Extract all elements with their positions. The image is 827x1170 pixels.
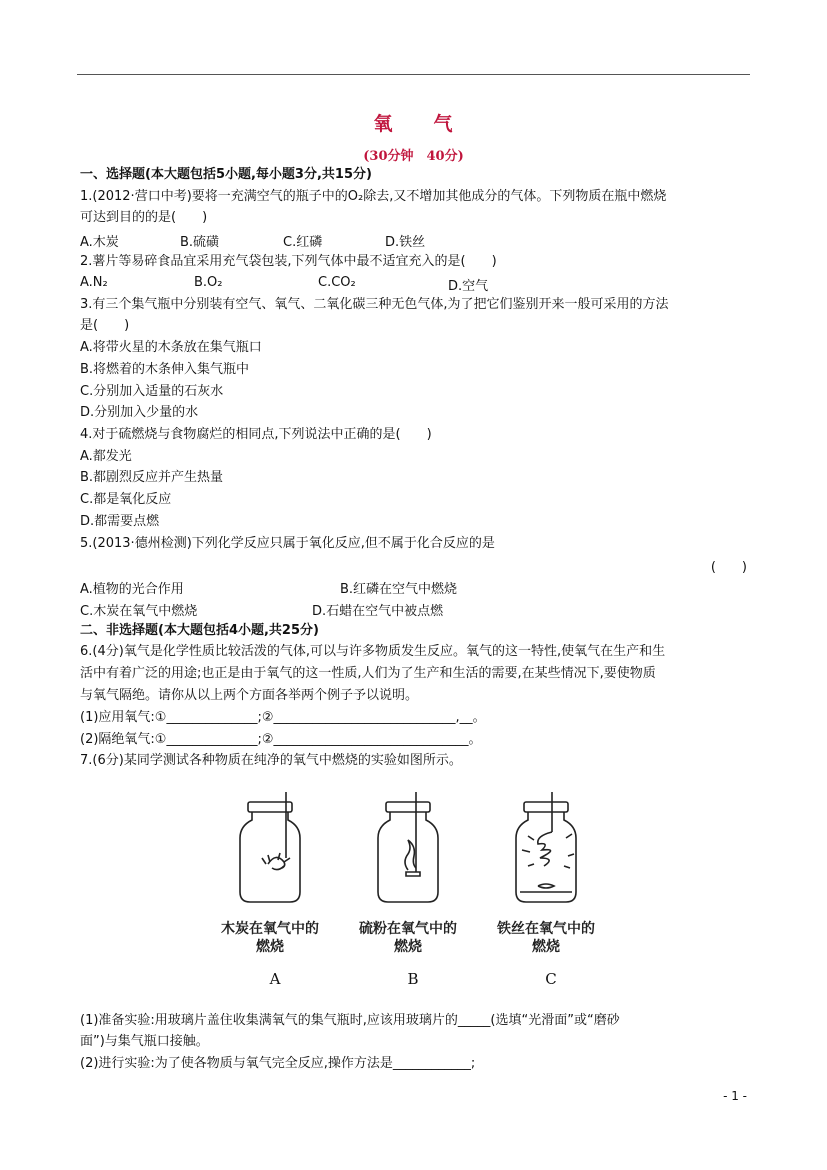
figure-c-caption: 铁丝在氧气中的燃烧 xyxy=(497,921,595,955)
q6-answer-line2: (2)隔绝氧气:①______________;②______________________________。 xyxy=(80,732,482,747)
q4-text-line1: 4.对于硫燃烧与食物腐烂的相同点,下列说法中正确的是( ) xyxy=(80,427,432,442)
figure-a-label: A xyxy=(269,970,281,988)
q2-option-b: B.O₂ xyxy=(194,275,223,290)
q1-option-a: A.木炭 xyxy=(80,235,119,250)
q6-text-line3: 与氧气隔绝。请你从以上两个方面各举两个例子予以说明。 xyxy=(80,688,419,703)
q2-text-line1: 2.薯片等易碎食品宜采用充气袋包装,下列气体中最不适宜充入的是( ) xyxy=(80,254,497,269)
q5-text-line1: 5.(2013·德州检测)下列化学反应只属于氧化反应,但不属于化合反应的是 xyxy=(80,536,495,551)
q5-option-b: B.红磷在空气中燃烧 xyxy=(340,582,458,597)
page-title: 氧 气 xyxy=(373,113,454,135)
jar-c-icon xyxy=(516,792,576,902)
q1-option-c: C.红磷 xyxy=(283,235,323,250)
q1-text-line2: 可达到目的的是( ) xyxy=(80,210,208,225)
q6-text-line1: 6.(4分)氧气是化学性质比较活泼的气体,可以与许多物质发生反应。氧气的这一特性,使氧气在生产和生 xyxy=(80,644,666,659)
q7-text-line4: (2)进行实验:为了使各物质与氧气完全反应,操作方法是____________; xyxy=(80,1056,476,1071)
q7-text-line3: 面”)与集气瓶口接触。 xyxy=(80,1034,209,1049)
figure-b-label: B xyxy=(407,970,419,988)
q4-option-c: C.都是氧化反应 xyxy=(80,492,172,507)
q2-option-c: C.CO₂ xyxy=(318,275,356,290)
q5-option-a: A.植物的光合作用 xyxy=(80,582,184,597)
jar-a-icon xyxy=(240,792,300,902)
page-number: - 1 - xyxy=(723,1089,747,1103)
page-subtitle: (30分钟 40分) xyxy=(363,149,464,164)
q6-text-line2: 活中有着广泛的用途;也正是由于氧气的这一性质,人们为了生产和生活的需要,在某些情况下,要使物质 xyxy=(80,666,656,681)
q3-option-b: B.将燃着的木条伸入集气瓶中 xyxy=(80,362,250,377)
experiment-figure xyxy=(221,792,610,992)
jar-b-icon xyxy=(378,792,438,902)
q3-text-line1: 3.有三个集气瓶中分别装有空气、氧气、二氧化碳三种无色气体,为了把它们鉴别开来一般可采用的方法 xyxy=(80,297,669,312)
header-rule xyxy=(77,74,750,75)
q7-text-line2: (1)准备实验:用玻璃片盖住收集满氧气的集气瓶时,应该用玻璃片的_____(选填“光滑面”或“磨砂 xyxy=(80,1013,620,1028)
q4-option-b: B.都剧烈反应并产生热量 xyxy=(80,470,224,485)
q7-text-line1: 7.(6分)某同学测试各种物质在纯净的氧气中燃烧的实验如图所示。 xyxy=(80,753,462,768)
q3-option-a: A.将带火星的木条放在集气瓶口 xyxy=(80,340,262,355)
figure-a-caption: 木炭在氧气中的燃烧 xyxy=(221,921,319,955)
q1-option-b: B.硫磺 xyxy=(180,235,220,250)
q3-text-line2: 是( ) xyxy=(80,318,130,333)
gas-jar-illustrations xyxy=(230,792,610,917)
section1-heading: 一、选择题(本大题包括5小题,每小题3分,共15分) xyxy=(80,167,372,182)
q6-answer-line1: (1)应用氧气:①______________;②____________________________,__。 xyxy=(80,710,486,725)
q3-option-d: D.分别加入少量的水 xyxy=(80,405,199,420)
q4-option-d: D.都需要点燃 xyxy=(80,514,160,529)
q3-option-c: C.分别加入适量的石灰水 xyxy=(80,384,224,399)
q5-option-c: C.木炭在氧气中燃烧 xyxy=(80,604,198,619)
q4-option-a: A.都发光 xyxy=(80,449,132,464)
q5-answer-paren: ( ) xyxy=(710,560,747,575)
q2-option-a: A.N₂ xyxy=(80,275,108,290)
q5-option-d: D.石蜡在空气中被点燃 xyxy=(312,604,444,619)
figure-c-label: C xyxy=(545,970,557,988)
section2-heading: 二、非选择题(本大题包括4小题,共25分) xyxy=(80,623,319,638)
figure-b-caption: 硫粉在氧气中的燃烧 xyxy=(359,921,457,955)
q1-option-d: D.铁丝 xyxy=(385,235,426,250)
q2-option-d: D.空气 xyxy=(448,279,489,294)
q1-text-line1: 1.(2012·营口中考)要将一充满空气的瓶子中的O₂除去,又不增加其他成分的气体。下列物质在瓶中燃烧 xyxy=(80,189,667,204)
